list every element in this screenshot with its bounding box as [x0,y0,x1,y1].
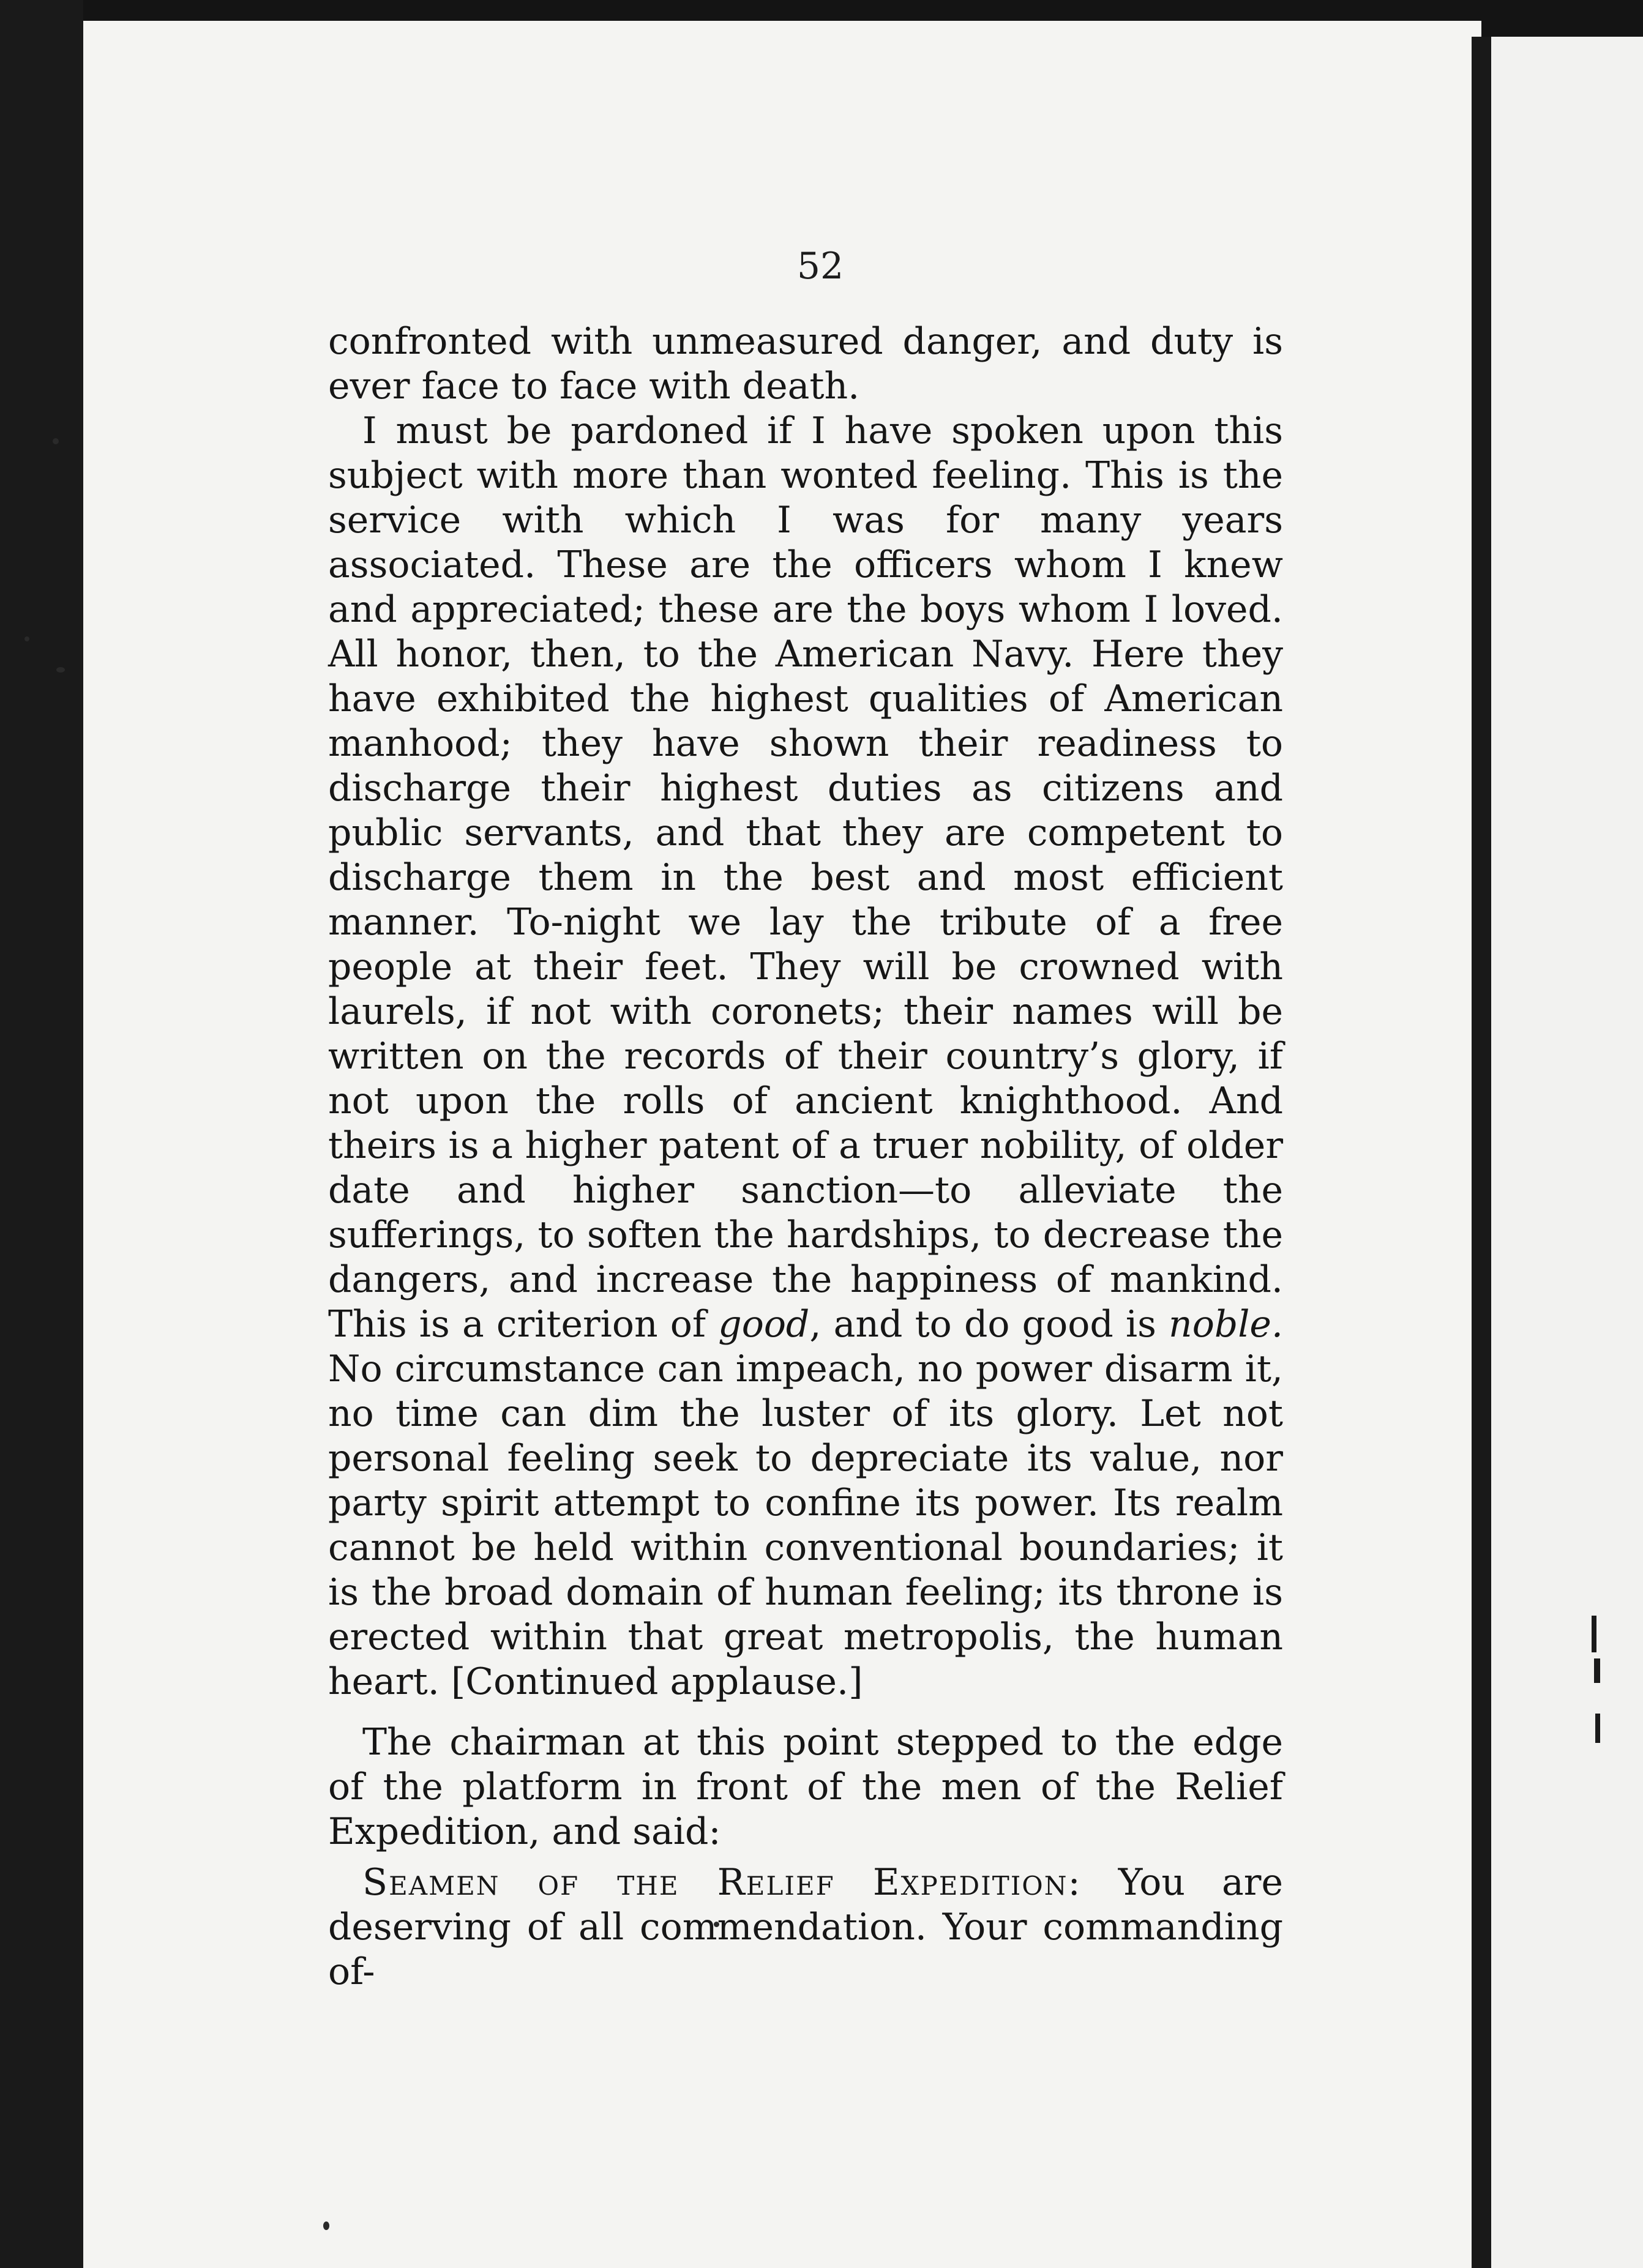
scan-edge-mark [1592,1616,1596,1652]
scan-speck [323,2221,329,2230]
scan-speck [24,636,29,641]
address-heading: Seamen of the Relief Expedition: [362,1861,1082,1904]
emphasis-noble: noble. [1169,1303,1283,1346]
scan-edge-mark [1594,1658,1600,1683]
paragraph-chairman: The chairman at this point stepped to the edge of the platform in front of the men of the Relief Expedition, and said: [328,1721,1283,1853]
book-spine [1472,37,1492,2268]
paragraph-seamen-address [328,1860,1283,1994]
scan-edge-mark [1595,1714,1600,1743]
paragraph-text: I must be pardoned if I have spoken upon this subject with more than wonted feeling. This is the service with which I was for many years associated. These are the officers whom I knew and appreciated; these are the boys whom I loved. All honor, then, to the American Navy. Here they have exhibited the highest qualities of American manhood; they have shown their readiness to discharge their highest duties as citizens and public servants, and that they are competent to discharge them in the best and most efficient manner. To-night we lay the tribute of a free people at their feet. They will be crowned with laurels, if not with coronets; their names will be written on the records of their country’s glory, if not upon the rolls of ancient knighthood. And theirs is a higher patent of a truer nobility, of older date and higher sanction—to alleviate the sufferings, to soften the hardships, to decrease the dangers, and increase the happiness of mankind. This is a criterion of [328,409,1283,1346]
paragraph-text: No circumstance can impeach, no power disarm it, no time can dim the luster of its glory. Let not personal feeling seek to depreciate its value, nor party spirit attempt to confine its power. Its realm cannot be held within conventional boundaries; it is the broad domain of human feeling; its throne is erected within that great metropolis, the human heart. [Continued applause.] [328,1348,1283,1703]
paragraph-continued: confronted with unmeasured danger, and duty is ever face to face with death. [328,320,1283,408]
page-number: 52 [796,245,844,288]
scan-left-margin [0,0,83,2268]
emphasis-good: good [718,1303,810,1346]
paragraph-text: You are deserving of all commendation. Your commanding of- [328,1861,1283,1993]
facing-page-edge [1491,37,1643,2268]
scan-speck [53,438,59,444]
paragraph-navy-tribute [328,409,1283,1704]
paragraph-text: , and to do good is [809,1303,1169,1346]
page-body-text [328,319,1283,1994]
scan-speck [56,667,65,673]
